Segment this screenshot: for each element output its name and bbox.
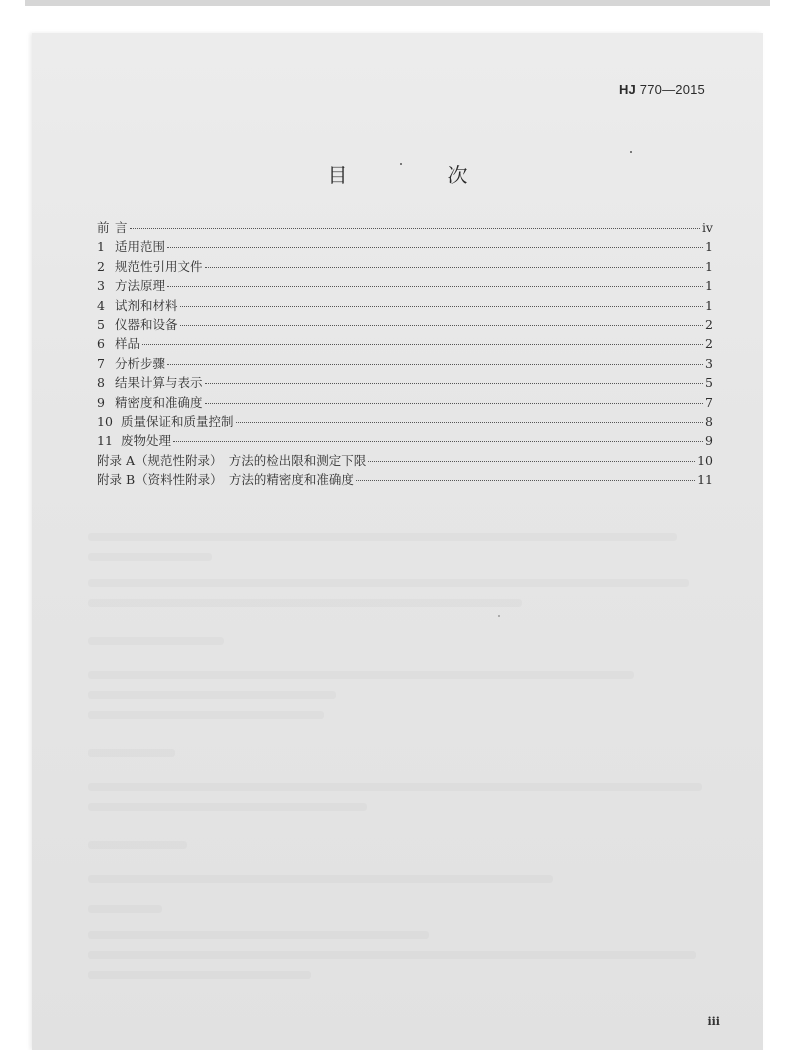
- dot-leader: [236, 422, 704, 423]
- background-strip: [25, 0, 770, 6]
- dot-leader: [205, 267, 704, 268]
- toc-entry-label: 规范性引用文件: [115, 258, 203, 274]
- dot-leader: [142, 344, 703, 345]
- table-of-contents: [97, 218, 713, 489]
- paper-speck: [498, 615, 500, 617]
- toc-entry-page: 1: [705, 258, 713, 274]
- toc-entry-number: 前: [97, 220, 110, 235]
- standard-prefix: HJ: [618, 82, 636, 97]
- paper-speck: [630, 151, 632, 153]
- toc-entry-number: 10: [97, 413, 113, 429]
- toc-entry-label: 样品: [115, 336, 141, 352]
- bleed-through-text: [88, 533, 708, 991]
- toc-entry-page: 10: [697, 452, 713, 468]
- toc-entry-number: 4: [97, 297, 105, 313]
- toc-entry-label: 适用范围: [115, 239, 166, 255]
- dot-leader: [173, 441, 703, 442]
- toc-entry-label: 言: [115, 220, 128, 235]
- toc-entry-page: 1: [705, 278, 713, 294]
- toc-entry-label: 方法原理: [115, 278, 166, 294]
- toc-entry-label: 精密度和准确度: [115, 394, 203, 410]
- toc-entry-page: 8: [705, 413, 713, 429]
- page-number: iii: [707, 1015, 720, 1028]
- standard-number: [619, 82, 705, 97]
- toc-entry-label: 附录 A（规范性附录） 方法的检出限和测定下限: [97, 452, 367, 468]
- toc-entry-normative-references[interactable]: [97, 257, 713, 276]
- toc-entry-page: 9: [705, 433, 713, 449]
- toc-entry-page: iv: [701, 220, 713, 235]
- toc-entry-scope[interactable]: [97, 237, 713, 256]
- toc-entry-appendix-b[interactable]: [97, 470, 713, 489]
- toc-entry-number: 6: [97, 336, 105, 352]
- toc-entry-number: 2: [97, 258, 105, 274]
- toc-entry-number: 3: [97, 278, 105, 294]
- toc-entry-page: 1: [705, 239, 713, 255]
- dot-leader: [205, 383, 704, 384]
- toc-entry-principle[interactable]: [97, 276, 713, 295]
- toc-entry-number: 1: [97, 239, 105, 255]
- toc-entry-appendix-a[interactable]: [97, 451, 713, 470]
- standard-code: 770—2015: [639, 82, 705, 97]
- toc-entry-label: 分析步骤: [115, 355, 166, 371]
- toc-entry-page: 2: [705, 316, 713, 332]
- toc-entry-label: 附录 B（资料性附录） 方法的精密度和准确度: [97, 472, 354, 488]
- toc-entry-number: 7: [97, 355, 105, 371]
- toc-entry-page: 7: [705, 394, 713, 410]
- dot-leader: [368, 461, 695, 462]
- toc-entry-reagents[interactable]: [97, 296, 713, 315]
- toc-entry-samples[interactable]: [97, 334, 713, 353]
- toc-entry-waste-disposal[interactable]: [97, 431, 713, 450]
- dot-leader: [167, 286, 703, 287]
- dot-leader: [180, 325, 704, 326]
- toc-entry-analysis-steps[interactable]: [97, 354, 713, 373]
- dot-leader: [167, 364, 703, 365]
- toc-entry-number: 9: [97, 394, 105, 410]
- toc-entry-label: 结果计算与表示: [115, 375, 203, 391]
- toc-entry-page: 11: [697, 472, 713, 488]
- toc-entry-label: 试剂和材料: [115, 297, 178, 313]
- toc-entry-number: 8: [97, 375, 105, 391]
- toc-entry-page: 2: [705, 336, 713, 352]
- toc-entry-page: 1: [705, 297, 713, 313]
- dot-leader: [167, 247, 703, 248]
- toc-title: 目 次: [327, 163, 508, 187]
- dot-leader: [356, 480, 695, 481]
- toc-entry-label: 质量保证和质量控制: [121, 413, 234, 429]
- toc-entry-number: 11: [97, 433, 113, 449]
- toc-entry-quality-control[interactable]: [97, 412, 713, 431]
- toc-entry-number: 5: [97, 316, 105, 332]
- document-page: [32, 33, 763, 1050]
- toc-entry-page: 3: [705, 355, 713, 371]
- toc-entry-precision[interactable]: [97, 393, 713, 412]
- toc-entry-page: 5: [705, 375, 713, 391]
- toc-entry-results[interactable]: [97, 373, 713, 392]
- toc-entry-preface[interactable]: [97, 218, 713, 237]
- toc-entry-apparatus[interactable]: [97, 315, 713, 334]
- dot-leader: [205, 403, 704, 404]
- toc-entry-label: 废物处理: [121, 433, 172, 449]
- dot-leader: [130, 228, 700, 229]
- toc-entry-label: 仪器和设备: [115, 316, 178, 332]
- dot-leader: [180, 306, 704, 307]
